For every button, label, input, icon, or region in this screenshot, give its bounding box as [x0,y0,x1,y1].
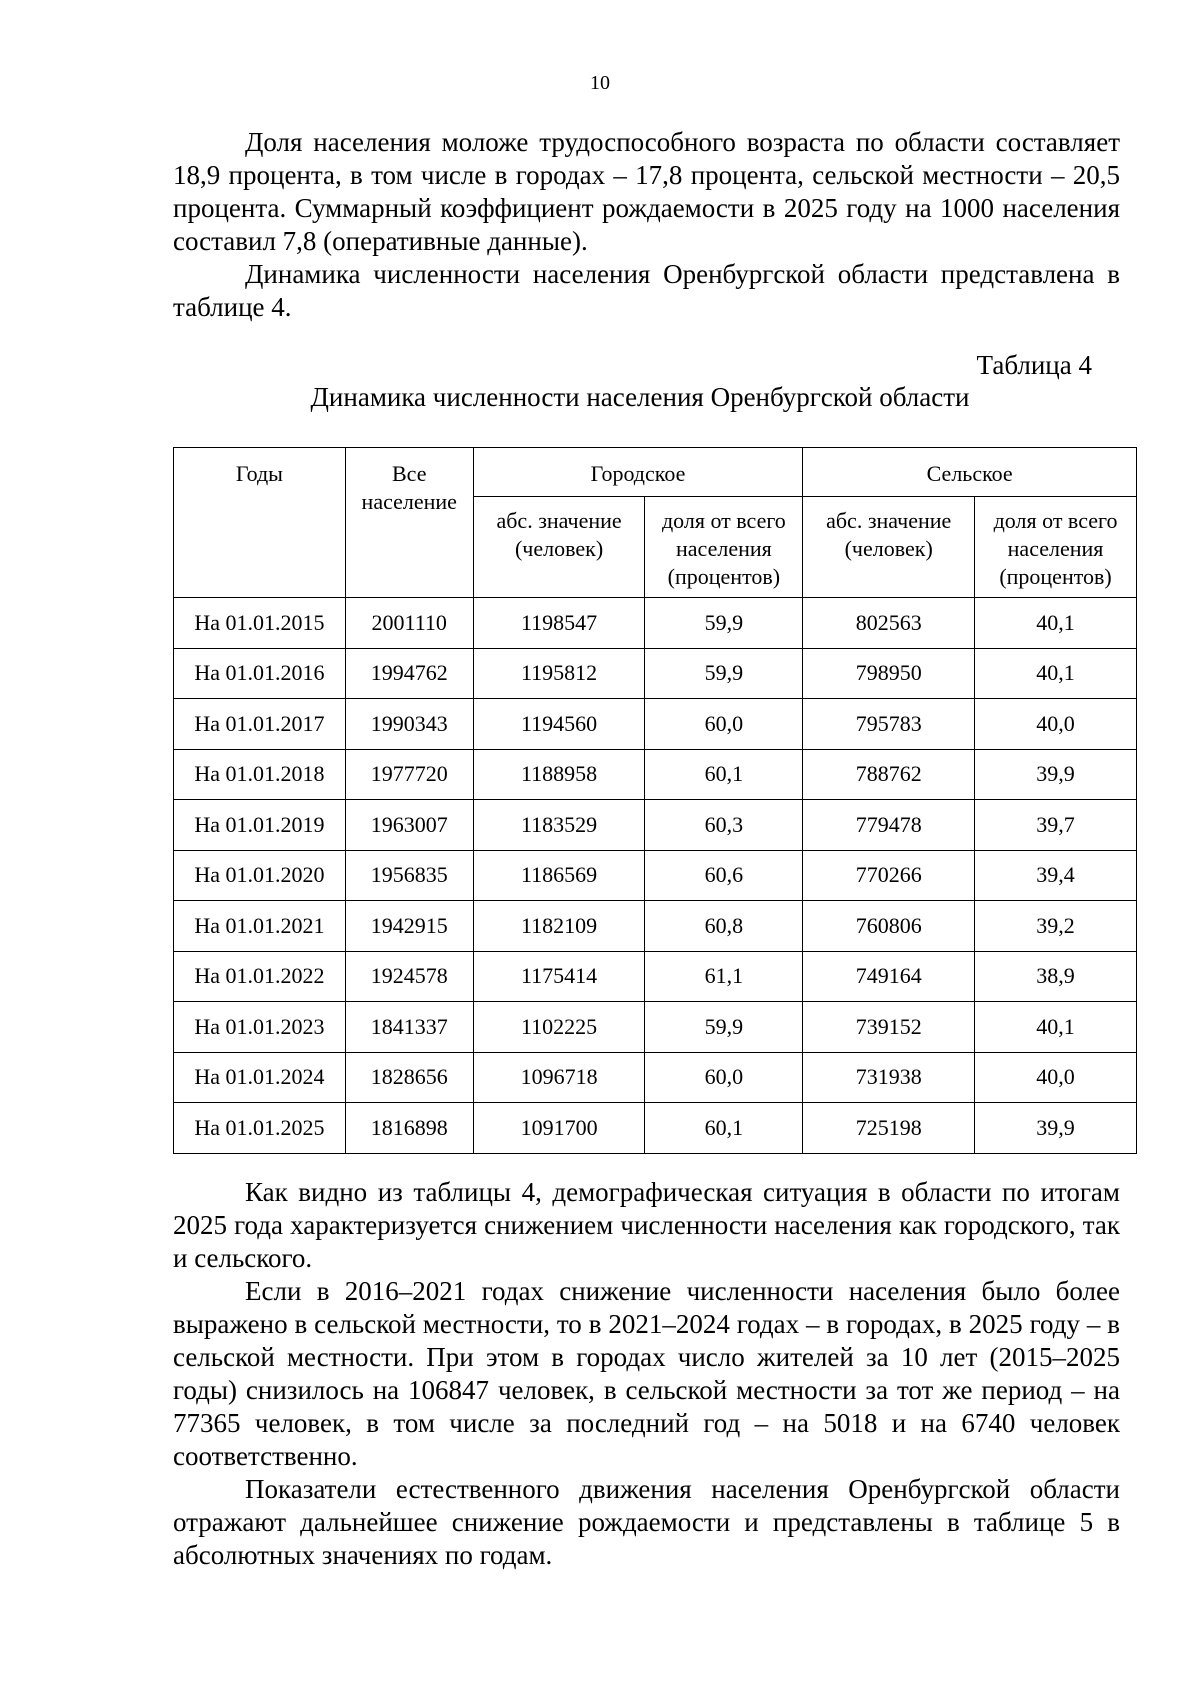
table-row [174,1002,1137,1053]
cell-rural-share: 39,9 [975,749,1137,800]
table-row [174,850,1137,901]
cell-rural-abs: 739152 [803,1002,975,1053]
cell-urban-share: 59,9 [645,1002,803,1053]
cell-rural-share: 38,9 [975,951,1137,1002]
table-label: Таблица 4 [976,350,1092,380]
cell-rural-abs: 788762 [803,749,975,800]
header-total: Все население [345,448,473,598]
cell-urban-abs: 1175414 [473,951,645,1002]
cell-urban-abs: 1194560 [473,699,645,750]
header-urban: Городское [473,448,803,497]
cell-total: 1963007 [345,800,473,851]
cell-urban-share: 60,0 [645,1052,803,1103]
cell-urban-share: 60,6 [645,850,803,901]
cell-rural-abs: 760806 [803,901,975,952]
cell-year: На 01.01.2024 [174,1052,346,1103]
header-rural: Сельское [803,448,1137,497]
header-rural-abs: абс. значение (человек) [803,497,975,598]
cell-rural-abs: 725198 [803,1103,975,1154]
cell-urban-abs: 1188958 [473,749,645,800]
tail-text [173,1176,1120,1572]
cell-total: 1841337 [345,1002,473,1053]
cell-rural-abs: 770266 [803,850,975,901]
header-rural-share: доля от всего населения (процентов) [975,497,1137,598]
cell-rural-abs: 731938 [803,1052,975,1103]
cell-rural-share: 40,1 [975,1002,1137,1053]
cell-urban-share: 60,0 [645,699,803,750]
cell-year: На 01.01.2025 [174,1103,346,1154]
cell-rural-share: 40,0 [975,1052,1137,1103]
cell-rural-abs: 798950 [803,648,975,699]
cell-year: На 01.01.2023 [174,1002,346,1053]
cell-rural-share: 40,1 [975,598,1137,649]
cell-total: 1816898 [345,1103,473,1154]
cell-rural-share: 39,2 [975,901,1137,952]
cell-rural-share: 39,9 [975,1103,1137,1154]
cell-total: 1942915 [345,901,473,952]
tail-paragraph: Как видно из таблицы 4, демографическая ситуация в области по итогам 2025 года характеризуется снижением численности населения как городского, так и сельского. [173,1177,1120,1273]
table-row [174,598,1137,649]
cell-total: 2001110 [345,598,473,649]
intro-paragraph: Доля населения моложе трудоспособного возраста по области составляет 18,9 процента, в том числе в городах – 17,8 процента, сельской местности – 20,5 процента. Суммарный коэффициент рождаемости в 2025 году на 1000 населения составил 7,8 (оперативные данные). [173,127,1120,256]
table-row [174,699,1137,750]
intro-paragraph: Динамика численности населения Оренбургской области представлена в таблице 4. [173,259,1120,322]
cell-rural-abs: 802563 [803,598,975,649]
cell-urban-share: 60,3 [645,800,803,851]
tail-paragraph: Если в 2016–2021 годах снижение численности населения было более выражено в сельской местности, то в 2021–2024 годах – в городах, в 2025 году – в сельской местности. При этом в городах число жителей за 10 лет (2015–2025 годы) снизилось на 106847 человек, в сельской местности за тот же период – на 77365 человек, в том числе за последний год – на 5018 и на 6740 человек соответственно. [173,1276,1120,1471]
cell-year: На 01.01.2020 [174,850,346,901]
cell-year: На 01.01.2021 [174,901,346,952]
table-row [174,800,1137,851]
cell-year: На 01.01.2015 [174,598,346,649]
cell-urban-share: 60,1 [645,1103,803,1154]
table-row [174,1103,1137,1154]
cell-rural-share: 40,1 [975,648,1137,699]
cell-urban-abs: 1182109 [473,901,645,952]
population-table [173,447,1137,1154]
table-row [174,749,1137,800]
table-row [174,648,1137,699]
table-body [174,598,1137,1154]
cell-urban-abs: 1198547 [473,598,645,649]
table-row [174,1052,1137,1103]
page-number: 10 [590,72,610,94]
intro-text [173,126,1120,324]
table-row [174,951,1137,1002]
cell-year: На 01.01.2022 [174,951,346,1002]
cell-urban-abs: 1102225 [473,1002,645,1053]
cell-urban-abs: 1195812 [473,648,645,699]
header-urban-abs: абс. значение (человек) [473,497,645,598]
cell-rural-share: 39,4 [975,850,1137,901]
table-title: Динамика численности населения Оренбургской области [310,382,970,412]
header-urban-share: доля от всего населения (процентов) [645,497,803,598]
table-row [174,901,1137,952]
cell-urban-abs: 1186569 [473,850,645,901]
cell-total: 1994762 [345,648,473,699]
cell-total: 1977720 [345,749,473,800]
cell-urban-share: 60,8 [645,901,803,952]
cell-urban-share: 59,9 [645,648,803,699]
cell-urban-abs: 1183529 [473,800,645,851]
cell-urban-share: 59,9 [645,598,803,649]
header-years: Годы [174,448,346,598]
cell-total: 1924578 [345,951,473,1002]
cell-total: 1828656 [345,1052,473,1103]
cell-year: На 01.01.2017 [174,699,346,750]
cell-rural-abs: 749164 [803,951,975,1002]
cell-urban-abs: 1091700 [473,1103,645,1154]
cell-rural-share: 40,0 [975,699,1137,750]
cell-year: На 01.01.2016 [174,648,346,699]
cell-rural-abs: 779478 [803,800,975,851]
cell-year: На 01.01.2018 [174,749,346,800]
cell-rural-share: 39,7 [975,800,1137,851]
cell-urban-share: 61,1 [645,951,803,1002]
tail-paragraph: Показатели естественного движения населения Оренбургской области отражают дальнейшее снижение рождаемости и представлены в таблице 5 в абсолютных значениях по годам. [173,1474,1120,1570]
cell-total: 1956835 [345,850,473,901]
cell-total: 1990343 [345,699,473,750]
cell-urban-abs: 1096718 [473,1052,645,1103]
cell-rural-abs: 795783 [803,699,975,750]
cell-year: На 01.01.2019 [174,800,346,851]
cell-urban-share: 60,1 [645,749,803,800]
